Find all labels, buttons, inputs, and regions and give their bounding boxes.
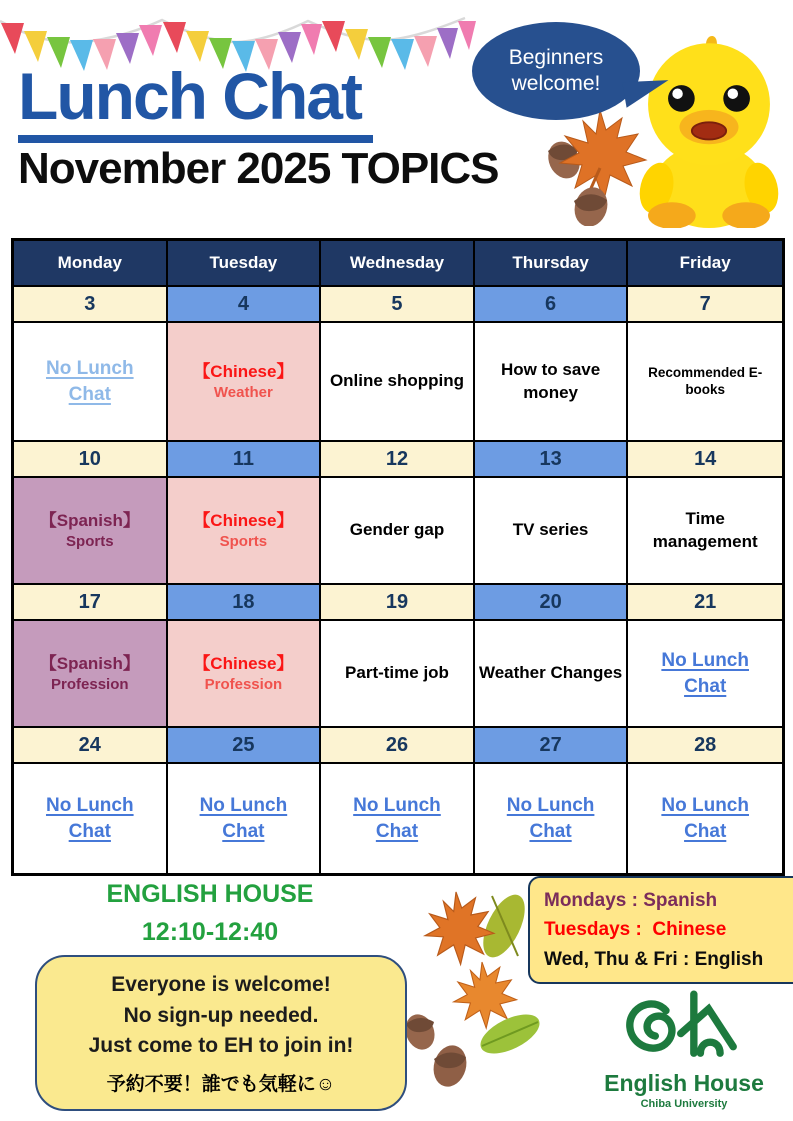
weekday-thursday: Thursday <box>475 241 629 287</box>
date-cell-7: 7 <box>628 287 782 323</box>
date-cell-18: 18 <box>168 585 322 621</box>
topic-text: Weather <box>213 383 273 401</box>
info-line-1: Everyone is welcome! <box>111 973 331 997</box>
topic-text: TV series <box>512 520 589 540</box>
date-cell-19: 19 <box>321 585 475 621</box>
topic-cell-6 <box>475 323 629 442</box>
topic-text: Recommended E-books <box>648 364 763 397</box>
venue-name: ENGLISH HOUSE <box>106 880 314 908</box>
topic-cell-10 <box>14 478 168 585</box>
date-cell-28: 28 <box>628 728 782 764</box>
speech-bubble <box>472 22 640 120</box>
topic-cell-13 <box>475 478 629 585</box>
topic-cell-5 <box>321 323 475 442</box>
no-lunch-chat-link[interactable]: No Lunch Chat <box>45 794 134 842</box>
topic-cell-20 <box>475 621 629 728</box>
date-cell-10: 10 <box>14 442 168 478</box>
topic-cell-7 <box>628 323 782 442</box>
english-house-logo-mark-icon <box>609 986 759 1068</box>
bubble-line2: welcome! <box>511 72 601 95</box>
topic-cell-18 <box>168 621 322 728</box>
topic-cell-28 <box>628 764 782 873</box>
session-time: 12:10-12:40 <box>141 918 279 946</box>
date-cell-6: 6 <box>475 287 629 323</box>
no-lunch-chat-link[interactable]: No Lunch Chat <box>661 649 749 697</box>
info-line-3: Just come to EH to join in! <box>88 1034 354 1058</box>
topic-text: Weather Changes <box>478 663 623 683</box>
topic-cell-14 <box>628 478 782 585</box>
date-cell-14: 14 <box>628 442 782 478</box>
topic-cell-19 <box>321 621 475 728</box>
date-cell-20: 20 <box>475 585 629 621</box>
english-house-logo <box>596 986 772 1110</box>
no-lunch-chat-link[interactable]: No Lunch Chat <box>506 794 595 842</box>
duck-mascot-icon <box>628 28 790 228</box>
topic-text: Profession <box>204 675 283 693</box>
topic-text: Profession <box>51 675 129 693</box>
topic-cell-25 <box>168 764 322 873</box>
date-cell-24: 24 <box>14 728 168 764</box>
topic-text: How to save money <box>500 360 601 402</box>
date-cell-12: 12 <box>321 442 475 478</box>
topic-language: 【Spanish】 <box>39 653 140 673</box>
info-line-japanese: 予約不要！誰でも気軽に☺ <box>106 1073 336 1095</box>
topic-cell-3 <box>14 323 168 442</box>
topic-cell-24 <box>14 764 168 873</box>
topic-language: 【Chinese】 <box>193 653 294 673</box>
topic-cell-26 <box>321 764 475 873</box>
weekday-tuesday: Tuesday <box>168 241 322 287</box>
topic-cell-17 <box>14 621 168 728</box>
topic-text: Part-time job <box>345 663 449 683</box>
topic-cell-12 <box>321 478 475 585</box>
no-lunch-chat-link[interactable]: No Lunch Chat <box>661 794 749 842</box>
legend-wed-thu-fri-english: Wed, Thu & Fri : English <box>544 948 764 970</box>
page-subtitle: November 2025 TOPICS <box>18 144 499 193</box>
topic-text: Sports <box>219 532 268 550</box>
topic-language: 【Spanish】 <box>39 510 140 530</box>
no-lunch-chat-link[interactable]: No Lunch Chat <box>199 794 288 842</box>
no-lunch-chat-link[interactable]: No Lunch Chat <box>353 794 441 842</box>
date-cell-4: 4 <box>168 287 322 323</box>
logo-name: English House <box>604 1070 764 1096</box>
weekday-friday: Friday <box>628 241 782 287</box>
topic-cell-4 <box>168 323 322 442</box>
weekday-monday: Monday <box>14 241 168 287</box>
topic-text: Time management <box>652 509 758 551</box>
topic-cell-27 <box>475 764 629 873</box>
date-cell-27: 27 <box>475 728 629 764</box>
info-line-2: No sign-up needed. <box>123 1003 319 1027</box>
topic-language: 【Chinese】 <box>193 510 294 530</box>
topic-cell-21 <box>628 621 782 728</box>
date-cell-21: 21 <box>628 585 782 621</box>
language-legend-box <box>528 876 793 984</box>
topic-text: Online shopping <box>329 371 465 391</box>
legend-tuesday-chinese: Tuesdays : Chinese <box>544 919 727 941</box>
date-cell-11: 11 <box>168 442 322 478</box>
date-cell-13: 13 <box>475 442 629 478</box>
date-cell-26: 26 <box>321 728 475 764</box>
weekday-wednesday: Wednesday <box>321 241 475 287</box>
date-cell-3: 3 <box>14 287 168 323</box>
page-title: Lunch Chat <box>18 62 373 143</box>
autumn-leaves-icon <box>392 884 544 1094</box>
topic-language: 【Chinese】 <box>193 361 294 381</box>
logo-subtitle: Chiba University <box>640 1098 728 1110</box>
legend-monday-spanish: Mondays : Spanish <box>544 890 718 911</box>
no-lunch-chat-link[interactable]: No Lunch Chat <box>45 357 134 405</box>
topic-cell-11 <box>168 478 322 585</box>
bubble-line1: Beginners <box>508 45 604 69</box>
topic-text: Sports <box>66 532 114 550</box>
date-cell-25: 25 <box>168 728 322 764</box>
topic-text: Gender gap <box>349 520 445 540</box>
date-cell-5: 5 <box>321 287 475 323</box>
calendar-table <box>11 238 785 876</box>
date-cell-17: 17 <box>14 585 168 621</box>
welcome-info-box <box>35 955 407 1111</box>
